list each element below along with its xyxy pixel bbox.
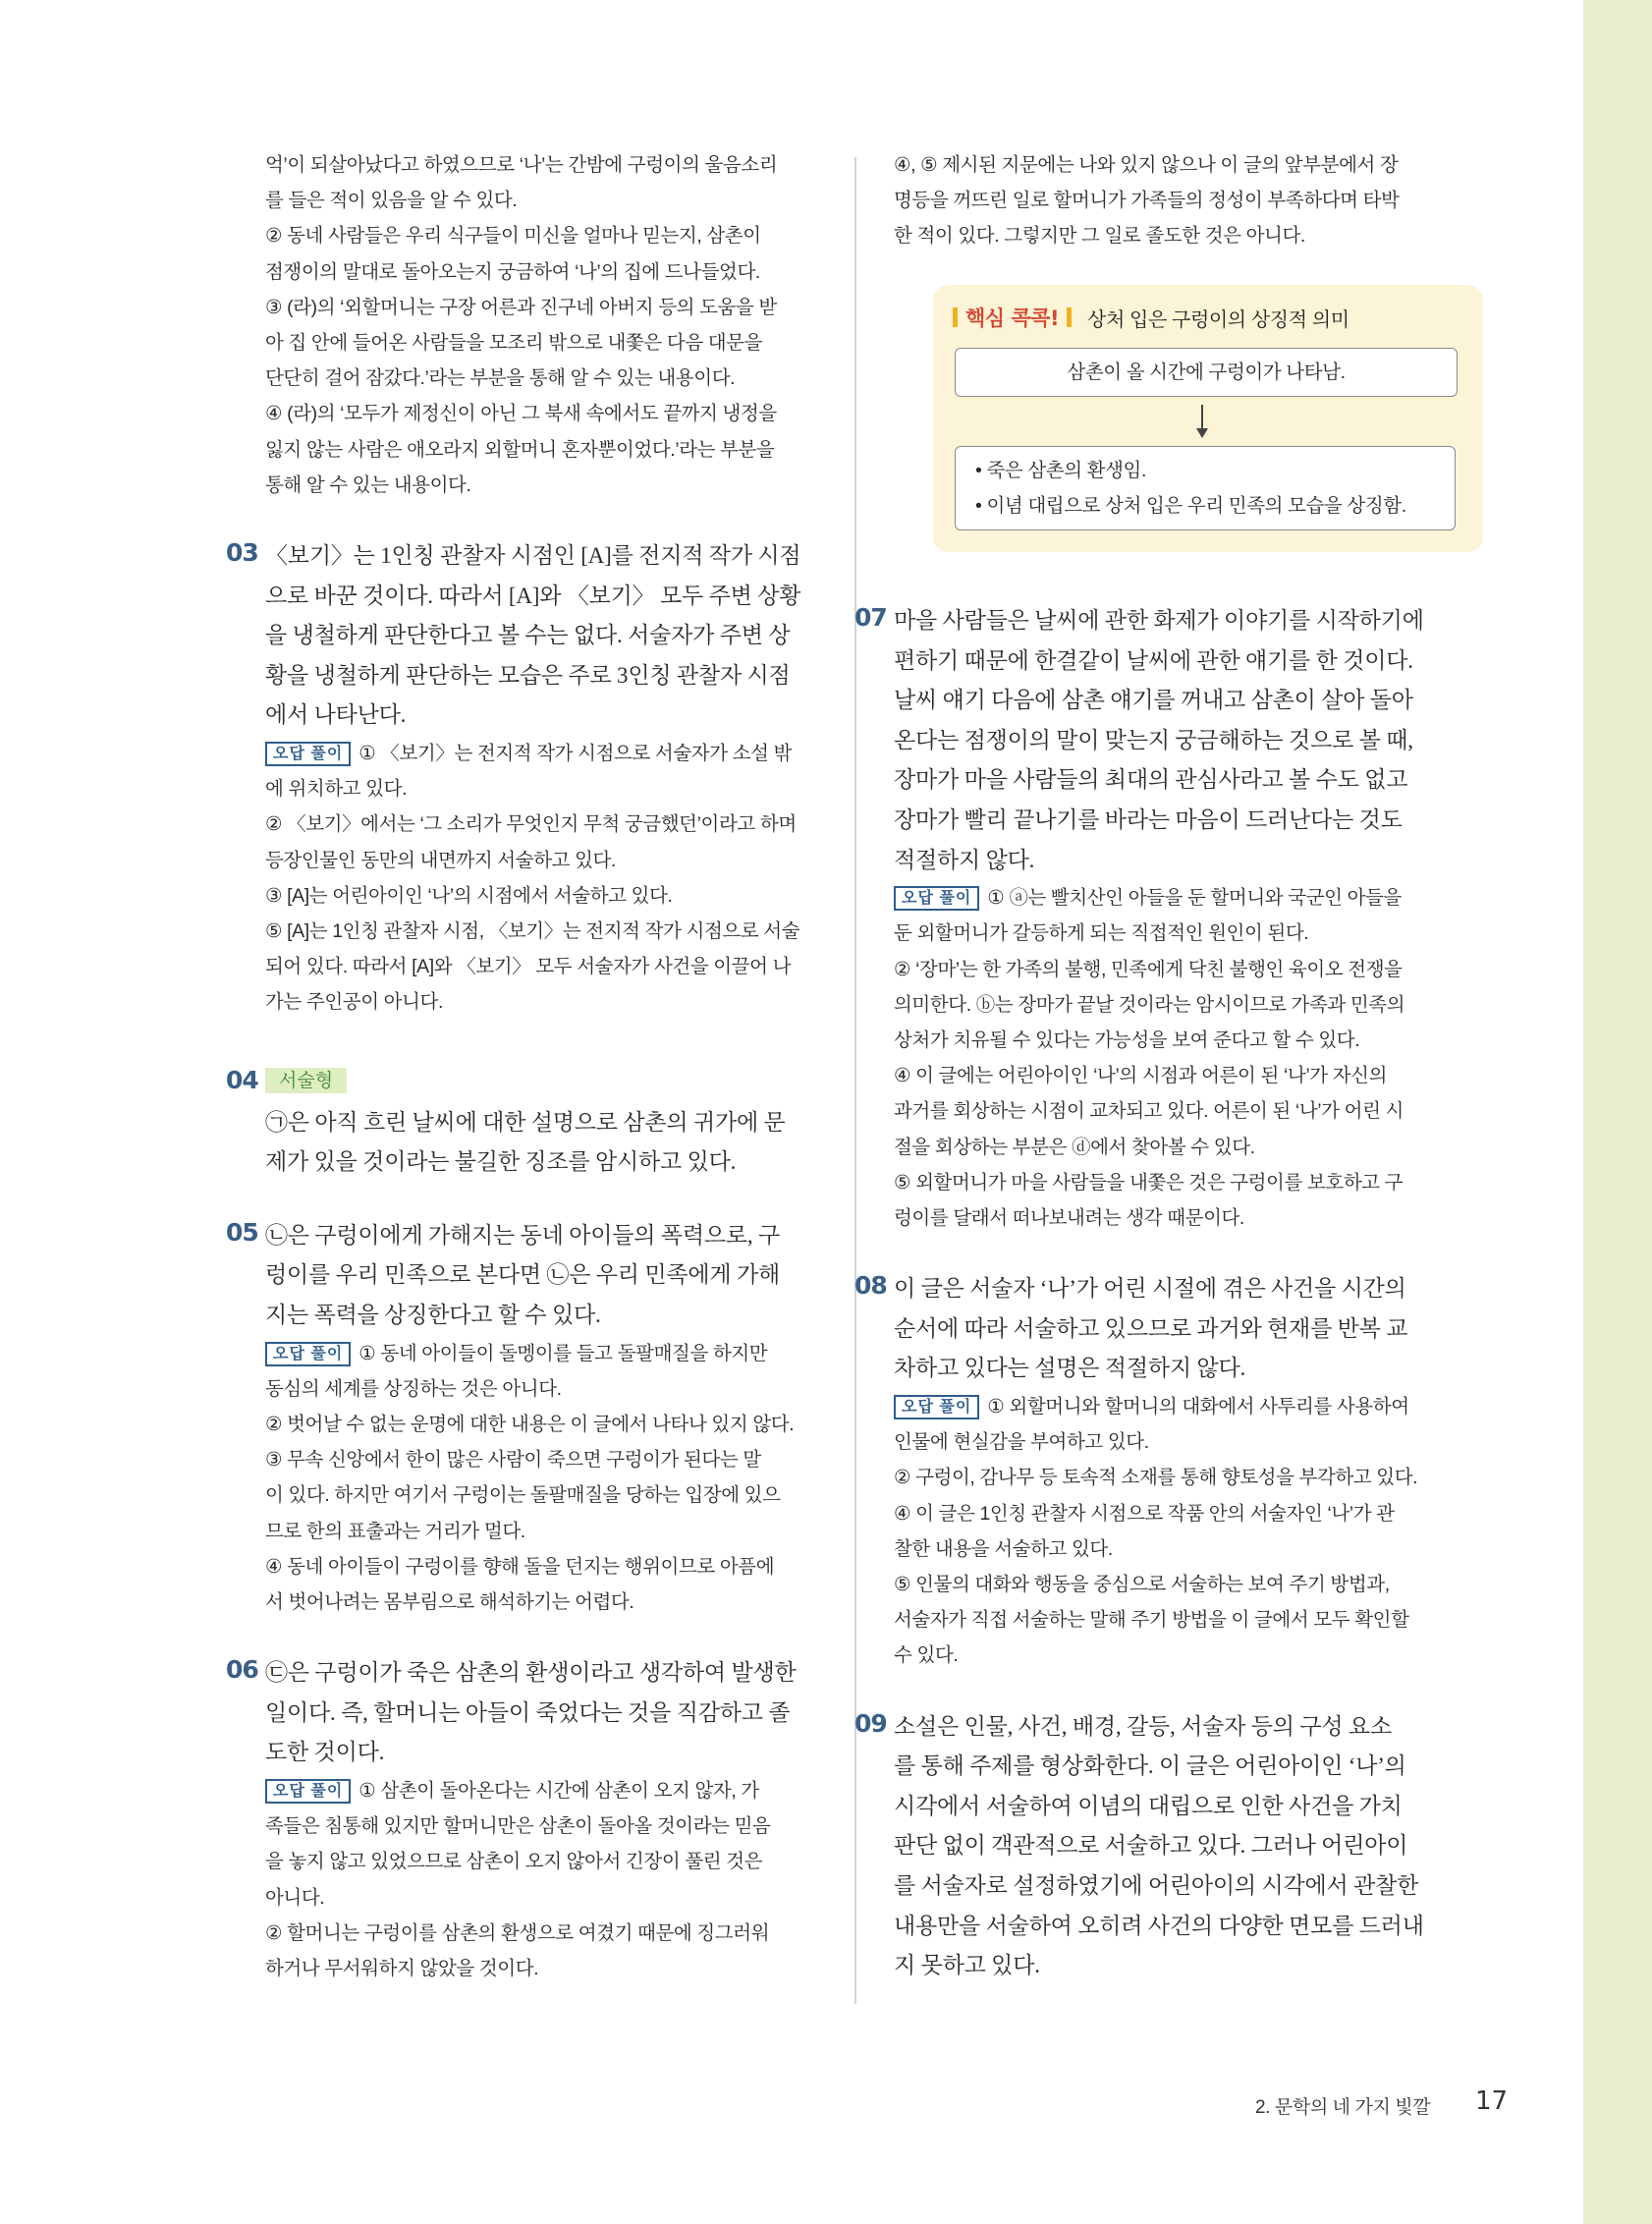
wrong-answer-line: 상처가 치유될 수 있다는 가능성을 보여 준다고 할 수 있다.	[894, 1029, 1360, 1051]
question-number: 05	[226, 1217, 258, 1247]
text-line: 억’이 되살아났다고 하였으므로 ‘나’는 간밤에 구렁이의 울음소리	[265, 154, 778, 176]
wrong-answer-line: 서술자가 직접 서술하는 말해 주기 방법을 이 글에서 모두 확인할	[894, 1609, 1409, 1632]
answer-line: 마을 사람들은 날씨에 관한 화제가 이야기를 시작하기에	[894, 608, 1424, 633]
wrong-answer-line: 가는 주인공이 아니다.	[265, 991, 443, 1014]
text-line: 점쟁이의 말대로 돌아오는지 궁금하여 ‘나’의 집에 드나들었다.	[265, 260, 760, 283]
answer-line: 장마가 마을 사람들의 최대의 관심사라고 볼 수도 없고	[894, 767, 1408, 793]
answer-line: 이 글은 서술자 ‘나’가 어린 시절에 겪은 사건을 시간의	[894, 1276, 1406, 1302]
wrong-answer-line: 동심의 세계를 상징하는 것은 아니다.	[265, 1377, 562, 1400]
essay-type-label: 서술형	[265, 1068, 347, 1093]
wrong-answer-line: 등장인물인 동만의 내면까지 서술하고 있다.	[265, 849, 616, 871]
wrong-answer-line: 인물에 현실감을 부여하고 있다.	[894, 1431, 1149, 1454]
wrong-answer-line: ④ 이 글은 1인칭 관찰자 시점으로 작품 안의 서술자인 ‘나’가 관	[894, 1502, 1395, 1525]
section-title: 2. 문학의 네 가지 빛깔	[1255, 2097, 1431, 2118]
wrong-answer-line: 의미한다. ⓑ는 장마가 끝날 것이라는 암시이므로 가족과 민족의	[894, 993, 1405, 1016]
wrong-answer-tag: 오답 풀이	[894, 886, 979, 911]
answer-line: ㉢은 구렁이가 죽은 삼촌의 환생이라고 생각하여 발생한	[265, 1660, 797, 1686]
wrong-answer-line: 오답 풀이 ① 외할머니와 할머니의 대화에서 사투리를 사용하여	[894, 1389, 1485, 1424]
wrong-answer-tag: 오답 풀이	[265, 1342, 351, 1366]
text-line: ③ (라)의 ‘외할머니는 구장 어른과 진구네 아버지 등의 도움을 받	[265, 296, 777, 318]
wrong-answer-line: ② 구렁이, 감나무 등 토속적 소재를 통해 향토성을 부각하고 있다.	[894, 1467, 1418, 1489]
question-number: 03	[226, 538, 258, 568]
wrong-answer-line: 오답 풀이 ① 〈보기〉는 전지적 작가 시점으로 서술자가 소설 밖	[265, 736, 817, 771]
wrong-answer-line: 에 위치하고 있다.	[265, 778, 408, 801]
wrong-answer-line: 을 놓지 않고 있었으므로 삼촌이 오지 않아서 긴장이 풀린 것은	[265, 1851, 763, 1873]
answer-line: 판단 없이 객관적으로 서술하고 있다. 그러나 어린아이	[894, 1833, 1408, 1859]
key-point-box	[933, 285, 1483, 552]
wrong-answer-tag: 오답 풀이	[894, 1395, 979, 1419]
question-number: 04	[226, 1065, 258, 1094]
answer-line: 차하고 있다는 설명은 적절하지 않다.	[894, 1356, 1246, 1381]
answer-line: 렁이를 우리 민족으로 본다면 ㉡은 우리 민족에게 가해	[265, 1262, 781, 1288]
wrong-answer-line: 절을 회상하는 부분은 ⓓ에서 찾아볼 수 있다.	[894, 1136, 1255, 1158]
text-line: 한 적이 있다. 그렇지만 그 일로 졸도한 것은 아니다.	[894, 225, 1305, 248]
text-line: 통해 알 수 있는 내용이다.	[265, 473, 471, 496]
wrong-answer-line: ⑤ 인물의 대화와 행동을 중심으로 서술하는 보여 주기 방법과,	[894, 1573, 1390, 1595]
answer-04	[226, 1065, 817, 1183]
wrong-answer-line: 므로 한의 표출과는 거리가 멀다.	[265, 1520, 525, 1542]
answer-line: 지 못하고 있다.	[894, 1953, 1040, 1978]
answer-06	[226, 1653, 817, 1986]
answer-08	[854, 1269, 1485, 1673]
wrong-answer-line: ④ 이 글에는 어린아이인 ‘나’의 시점과 어른이 된 ‘나’가 자신의	[894, 1065, 1388, 1087]
wrong-answer-line: 되어 있다. 따라서 [A]와 〈보기〉 모두 서술자가 사건을 이끌어 나	[265, 956, 792, 978]
answer-line: 온다는 점쟁이의 말이 맞는지 궁금해하는 것으로 볼 때,	[894, 727, 1413, 752]
wrong-answer-tag: 오답 풀이	[265, 1779, 351, 1804]
text-line: 단단히 걸어 잠갔다.’라는 부분을 통해 알 수 있는 내용이다.	[265, 367, 736, 390]
question-number: 08	[854, 1271, 887, 1301]
wrong-answer-line: ② 할머니는 구렁이를 삼촌의 환생으로 여겼기 때문에 징그러워	[265, 1921, 770, 1944]
answer-03	[226, 536, 817, 1021]
wrong-answer-line: 오답 풀이 ① ⓐ는 빨치산인 아들을 둔 할머니와 국군인 아들을	[894, 880, 1485, 916]
answer-line: 황을 냉철하게 판단하는 모습은 주로 3인칭 관찰자 시점	[265, 662, 791, 688]
meaning-item: • 이념 대립으로 상처 입은 우리 민족의 모습을 상징함.	[975, 495, 1406, 517]
wrong-answer-line: 과거를 회상하는 시점이 교차되고 있다. 어른이 된 ‘나’가 어린 시	[894, 1100, 1404, 1123]
answer-line: 를 통해 주제를 형상화한다. 이 글은 어린아이인 ‘나’의	[894, 1753, 1406, 1779]
answer-line: 를 서술자로 설정하였기에 어린아이의 시각에서 관찰한	[894, 1872, 1419, 1898]
answer-line: 순서에 따라 서술하고 있으므로 과거와 현재를 반복 교	[894, 1315, 1408, 1341]
wrong-answer-line: ③ [A]는 어린아이인 ‘나’의 시점에서 서술하고 있다.	[265, 884, 673, 907]
key-point-tag: 핵심 콕콕!	[965, 306, 1060, 330]
text-line: 아 집 안에 들어온 사람들을 모조리 밖으로 내쫓은 다음 대문을	[265, 332, 763, 355]
text-line: 를 들은 적이 있음을 알 수 있다.	[265, 190, 518, 212]
wrong-answer-line: ② ‘장마’는 한 가족의 불행, 민족에게 닥친 불행인 육이오 전쟁을	[894, 958, 1403, 980]
text-line: ④ (라)의 ‘모두가 제정신이 아닌 그 북새 속에서도 끝까지 냉정을	[265, 403, 777, 425]
left-column	[226, 147, 817, 1986]
wrong-answer-line: 렁이를 달래서 떠나보내려는 생각 때문이다.	[894, 1206, 1244, 1229]
answer-line: ㉡은 구렁이에게 가해지는 동네 아이들의 폭력으로, 구	[265, 1222, 781, 1248]
answer-line: 소설은 인물, 사건, 배경, 갈등, 서술자 등의 구성 요소	[894, 1713, 1392, 1739]
wrong-answer-line: 수 있다.	[894, 1644, 959, 1667]
wrong-answer-line: ② 벗어날 수 없는 운명에 대한 내용은 이 글에서 나타나 있지 않다.	[265, 1414, 795, 1435]
answer-line: 지는 폭력을 상징한다고 할 수 있다.	[265, 1303, 601, 1327]
wrong-answer-line: ④ 동네 아이들이 구렁이를 향해 돌을 던지는 행위이므로 아픔에	[265, 1555, 775, 1578]
answer-line: 장마가 빨리 끝나기를 바라는 마음이 드러난다는 것도	[894, 806, 1403, 832]
wrong-answer-line: ⑤ 외할머니가 마을 사람들을 내쫓은 것은 구렁이를 보호하고 구	[894, 1171, 1404, 1194]
answer-line: 일이다. 즉, 할머니는 아들이 죽었다는 것을 직감하고 졸	[265, 1699, 791, 1725]
meaning-item: • 죽은 삼촌의 환생임.	[975, 460, 1146, 481]
answer-line: 시각에서 서술하여 이념의 대립으로 인한 사건을 가치	[894, 1793, 1403, 1818]
key-point-header	[953, 303, 1349, 332]
arrowhead-icon	[1196, 428, 1208, 438]
answer-line: 에서 나타난다.	[265, 702, 407, 728]
answer-line: 을 냉철하게 판단한다고 볼 수는 없다. 서술자가 주변 상	[265, 623, 791, 648]
answer-line: 〈보기〉는 1인칭 관찰자 시점인 [A]를 전지적 작가 시점	[265, 543, 801, 569]
right-column-lower	[854, 601, 1485, 1986]
wrong-answer-line: ⑤ [A]는 1인칭 관찰자 시점, 〈보기〉는 전지적 작가 시점으로 서술	[265, 920, 800, 943]
wrong-answer-line: ② 〈보기〉에서는 ‘그 소리가 무엇인지 무척 궁금했던’이라고 하며	[265, 813, 797, 836]
answer-05	[226, 1216, 817, 1620]
answer-line: 적절하지 않다.	[894, 847, 1035, 872]
key-point-meaning-box	[955, 446, 1456, 530]
wrong-answer-line: 족들은 침통해 있지만 할머니만은 삼촌이 돌아올 것이라는 믿음	[265, 1815, 771, 1838]
wrong-answer-line: 이 있다. 하지만 여기서 구렁이는 돌팔매질을 당하는 입장에 있으	[265, 1484, 781, 1507]
question-number: 06	[226, 1655, 258, 1685]
answer-line: 으로 바꾼 것이다. 따라서 [A]와 〈보기〉 모두 주변 상황	[265, 583, 801, 608]
text-line: ② 동네 사람들은 우리 식구들이 미신을 얼마나 믿는지, 삼촌이	[265, 225, 761, 248]
text-line: 잃지 않는 사람은 애오라지 외할머니 혼자뿐이었다.’라는 부분을	[265, 438, 775, 461]
wrong-answer-line: 찰한 내용을 서술하고 있다.	[894, 1537, 1113, 1560]
wrong-answer-line: 서 벗어나려는 몸부림으로 해석하기는 어렵다.	[265, 1591, 634, 1614]
wrong-answer-line: 둔 외할머니가 갈등하게 되는 직접적인 원인이 된다.	[894, 922, 1309, 945]
key-point-event-box: 삼촌이 올 시간에 구렁이가 나타남.	[955, 348, 1458, 397]
wrong-answer-tag: 오답 풀이	[265, 742, 351, 766]
accent-bar	[1067, 307, 1072, 327]
right-column	[894, 147, 1485, 254]
answer-line: 편하기 때문에 한결같이 날씨에 관한 얘기를 한 것이다.	[894, 647, 1413, 673]
question-number: 09	[854, 1708, 887, 1738]
answer-07	[854, 601, 1485, 1236]
wrong-answer-line: ③ 무속 신앙에서 한이 많은 사람이 죽으면 구렁이가 된다는 말	[265, 1449, 761, 1472]
text-line: 명등을 꺼뜨린 일로 할머니가 가족들의 정성이 부족하다며 타박	[894, 190, 1400, 212]
answer-line: ㉠은 아직 흐린 날씨에 대한 설명으로 삼촌의 귀가에 문	[265, 1109, 786, 1135]
answer-line: 제가 있을 것이라는 불길한 징조를 암시하고 있다.	[265, 1149, 737, 1175]
key-point-title: 상처 입은 구렁이의 상징적 의미	[1087, 308, 1349, 331]
answer-line: 내용만을 서술하여 오히려 사건의 다양한 면모를 드러내	[894, 1913, 1424, 1938]
text-line: ④, ⑤ 제시된 지문에는 나와 있지 않으나 이 글의 앞부분에서 장	[894, 154, 1399, 176]
side-color-strip	[1583, 0, 1652, 2224]
wrong-answer-line: 하거나 무서워하지 않았을 것이다.	[265, 1958, 539, 1980]
left-intro-text	[265, 147, 817, 503]
wrong-answer-line: 오답 풀이 ① 삼촌이 돌아온다는 시간에 삼촌이 오지 않자, 가	[265, 1773, 817, 1808]
answer-09	[854, 1707, 1485, 1986]
answer-line: 도한 것이다.	[265, 1740, 385, 1765]
question-number: 07	[854, 603, 887, 632]
page-number: 17	[1475, 2086, 1509, 2116]
answer-line: 날씨 얘기 다음에 삼촌 얘기를 꺼내고 삼촌이 살아 돌아	[894, 688, 1413, 713]
right-intro-text	[894, 147, 1485, 254]
accent-bar	[953, 307, 958, 327]
wrong-answer-line: 오답 풀이 ① 동네 아이들이 돌멩이를 들고 돌팔매질을 하지만	[265, 1336, 817, 1371]
wrong-answer-line: 아니다.	[265, 1886, 325, 1909]
